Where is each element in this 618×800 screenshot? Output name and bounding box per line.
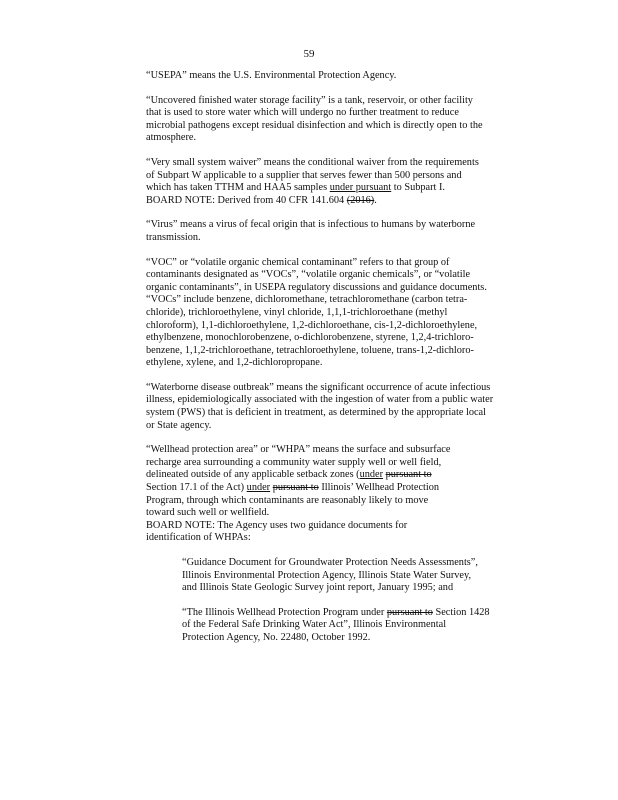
- text-line: “Uncovered finished water storage facility” is a tank, reservoir, or other facility: [146, 94, 473, 106]
- text-line: microbial pathogens except residual disinfection and which is directly open to the: [146, 119, 483, 131]
- text-line: [182, 607, 539, 620]
- text-line: recharge area surrounding a community water supply well or well field,: [146, 456, 442, 468]
- text-line: Program, through which contaminants are reasonably likely to move: [146, 494, 429, 506]
- text-line: transmission.: [146, 231, 201, 243]
- text-line: and Illinois State Geologic Survey joint report, January 1995; and: [182, 582, 454, 594]
- deleted-text: pursuant to: [272, 482, 319, 494]
- text-line: contaminants designated as “VOCs”, “volatile organic chemicals”, or “volatile: [146, 269, 471, 281]
- document-body: [146, 70, 539, 657]
- text-run: to Subpart I.: [391, 182, 445, 194]
- text-line: organic contaminants”, in USEPA regulatory discussions and guidance documents.: [146, 281, 487, 293]
- inserted-text: under: [359, 469, 384, 481]
- text-line: “Waterborne disease outbreak” means the significant occurrence of acute infectious: [146, 381, 491, 393]
- text-line: “Virus” means a virus of fecal origin that is infectious to humans by waterborne: [146, 219, 476, 231]
- text-line: “VOCs” include benzene, dichloromethane, tetrachloromethane (carbon tetra-: [146, 294, 468, 306]
- definition-virus: [146, 219, 539, 244]
- text-line: “Wellhead protection area” or “WHPA” means the surface and subsurface: [146, 444, 451, 456]
- text-line: benzene, 1,1,2-trichloroethane, tetrachloroethylene, toluene, trans-1,2-dichloro-: [146, 344, 474, 356]
- text-run: Section 17.1 of the Act): [146, 482, 247, 494]
- text-line: that is used to store water which will undergo no further treatment to reduce: [146, 107, 459, 119]
- text-line: “VOC” or “volatile organic chemical contaminant” refers to that group of: [146, 256, 450, 268]
- text-run: .: [374, 194, 377, 206]
- text-line: of the Federal Safe Drinking Water Act”, Illinois Environmental: [182, 619, 447, 631]
- text-line: Illinois Environmental Protection Agency, Illinois State Water Survey,: [182, 569, 472, 581]
- guidance-document-citation: [182, 557, 539, 595]
- definition-usepa: [146, 70, 539, 83]
- text-run: which has taken TTHM and HAA5 samples: [146, 182, 330, 194]
- text-run: “The Illinois Wellhead Protection Program under: [182, 606, 387, 618]
- definition-wellhead-protection-area: [146, 444, 539, 545]
- text-line: “Very small system waiver” means the conditional waiver from the requirements: [146, 156, 479, 168]
- definition-uncovered-storage: [146, 95, 539, 145]
- inserted-text: under pursuant: [329, 182, 392, 194]
- text-run: Section 1428: [432, 606, 490, 618]
- text-line: illness, epidemiologically associated with the ingestion of water from a public water: [146, 394, 494, 406]
- text-run: Illinois’ Wellhead Protection: [318, 482, 440, 494]
- text-line: system (PWS) that is deficient in treatment, as determined by the appropriate local: [146, 407, 486, 419]
- text-line: chloride), trichloroethylene, vinyl chloride, 1,1,1-trichloroethane (methyl: [146, 306, 448, 318]
- text-line: “Guidance Document for Groundwater Protection Needs Assessments”,: [182, 557, 478, 568]
- text-line: Protection Agency, No. 22480, October 1992.: [182, 631, 371, 643]
- text-line: [146, 182, 539, 195]
- deleted-text: pursuant to: [386, 606, 433, 618]
- board-note: [146, 195, 539, 208]
- page-number: 59: [303, 48, 315, 60]
- text-line: toward such well or wellfield.: [146, 507, 270, 519]
- deleted-text: (2016): [346, 194, 375, 206]
- text-line: atmosphere.: [146, 132, 197, 144]
- text-line: “USEPA” means the U.S. Environmental Protection Agency.: [146, 70, 397, 81]
- text-line: ethylbenzene, monochlorobenzene, o-dichlorobenzene, styrene, 1,2,4-trichloro-: [146, 332, 474, 344]
- board-note: identification of WHPAs:: [146, 532, 251, 544]
- definition-very-small-system-waiver: [146, 157, 539, 207]
- inserted-text: under: [246, 482, 271, 494]
- board-note: BOARD NOTE: The Agency uses two guidance documents for: [146, 519, 408, 531]
- text-line: [146, 482, 539, 495]
- deleted-text: pursuant to: [385, 469, 432, 481]
- text-line: [146, 469, 539, 482]
- text-line: chloroform), 1,1-dichloroethylene, 1,2-dichloroethane, cis-1,2-dichloroethylene,: [146, 319, 478, 331]
- text-line: ethylene, xylene, and 1,2-dichloropropane.: [146, 357, 323, 369]
- definition-voc: [146, 257, 539, 370]
- text-run: delineated outside of any applicable setback zones (: [146, 469, 360, 481]
- definition-waterborne-disease-outbreak: [146, 382, 539, 432]
- text-run: BOARD NOTE: Derived from 40 CFR 141.604: [146, 194, 347, 206]
- text-line: or State agency.: [146, 419, 212, 431]
- wellhead-program-citation: [182, 607, 539, 645]
- text-line: of Subpart W applicable to a supplier that serves fewer than 500 persons and: [146, 169, 462, 181]
